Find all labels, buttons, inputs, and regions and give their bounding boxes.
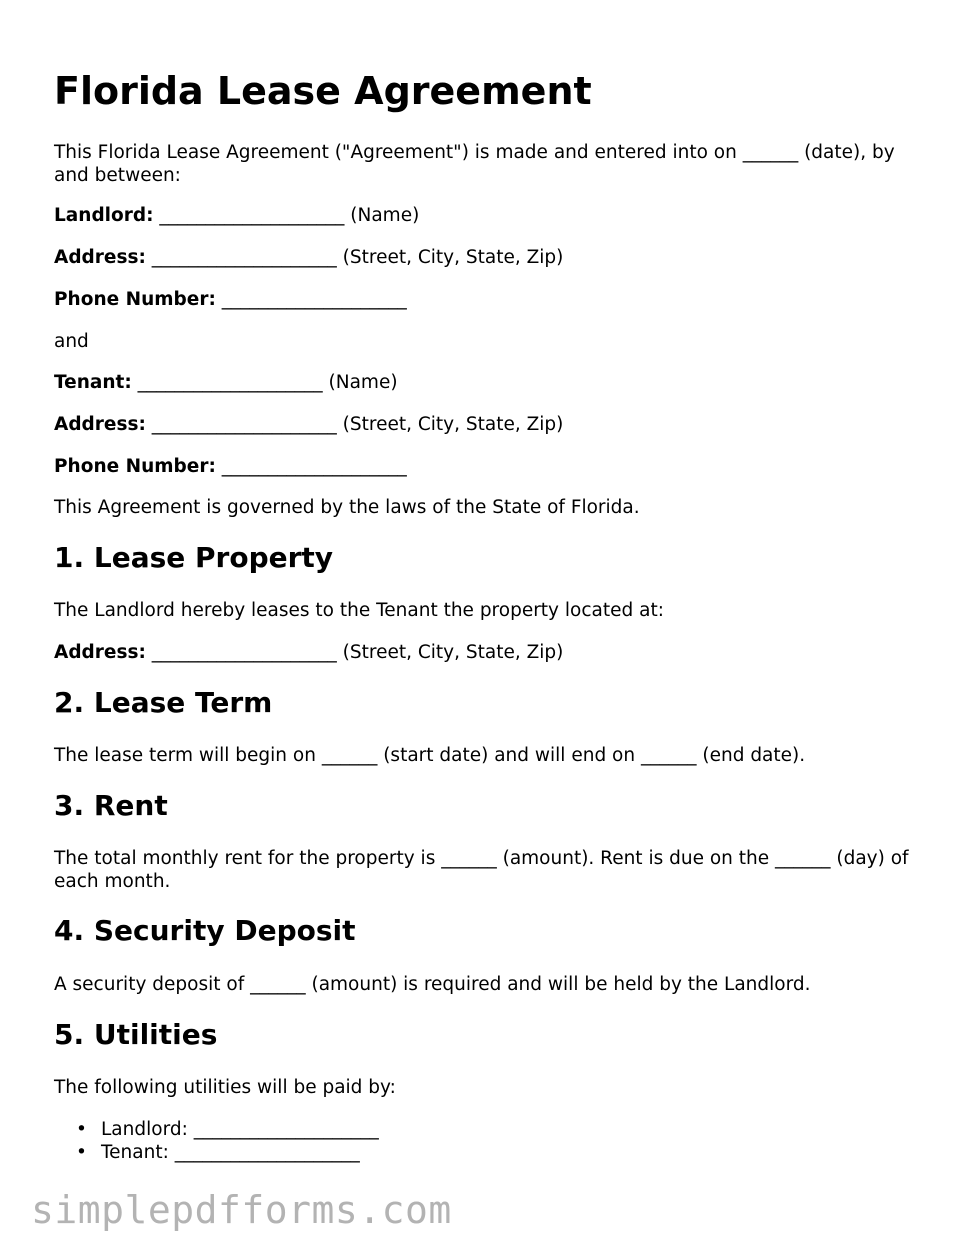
tenant-phone-line bbox=[54, 455, 407, 478]
utilities-landlord-field: Landlord: ____________________ bbox=[101, 1119, 379, 1140]
intro-paragraph: This Florida Lease Agreement ("Agreement") is made and entered into on ______ (date), by and between: bbox=[54, 142, 895, 186]
lease-property-text: The Landlord hereby leases to the Tenant the property located at: bbox=[54, 600, 664, 621]
tenant-phone-label: Phone Number: bbox=[54, 456, 216, 477]
landlord-phone-field: ____________________ bbox=[215, 289, 407, 310]
landlord-address-label: Address: bbox=[54, 247, 146, 268]
tenant-address-line bbox=[54, 413, 563, 436]
landlord-name-label: Landlord: bbox=[54, 205, 154, 226]
utilities-list bbox=[54, 1118, 379, 1164]
governing-law-text: This Agreement is governed by the laws of the State of Florida. bbox=[54, 497, 640, 518]
rent-text: The total monthly rent for the property is ______ (amount). Rent is due on the ______ (day) of each month. bbox=[54, 848, 909, 892]
landlord-name-line bbox=[54, 204, 419, 227]
bullet-icon: • bbox=[76, 1119, 87, 1140]
lease-term-text: The lease term will begin on ______ (start date) and will end on ______ (end date). bbox=[54, 745, 806, 766]
landlord-phone-label: Phone Number: bbox=[54, 289, 216, 310]
tenant-address-label: Address: bbox=[54, 414, 146, 435]
and-text: and bbox=[54, 331, 89, 352]
utilities-text: The following utilities will be paid by: bbox=[54, 1077, 396, 1098]
tenant-name-label: Tenant: bbox=[54, 372, 132, 393]
landlord-name-field: ____________________ (Name) bbox=[153, 205, 420, 226]
landlord-address-field: ____________________ (Street, City, State, Zip) bbox=[145, 247, 564, 268]
tenant-address-field: ____________________ (Street, City, State, Zip) bbox=[145, 414, 564, 435]
section-security-deposit-heading: 4. Security Deposit bbox=[54, 914, 356, 947]
landlord-phone-line bbox=[54, 288, 407, 311]
property-address-line bbox=[54, 641, 563, 664]
watermark-text: simplepdfforms.com bbox=[31, 1188, 452, 1232]
security-deposit-text: A security deposit of ______ (amount) is required and will be held by the Landlord. bbox=[54, 974, 811, 995]
tenant-phone-field: ____________________ bbox=[215, 456, 407, 477]
section-lease-term-heading: 2. Lease Term bbox=[54, 686, 273, 719]
property-address-field: ____________________ (Street, City, State, Zip) bbox=[145, 642, 564, 663]
tenant-name-field: ____________________ (Name) bbox=[131, 372, 398, 393]
tenant-name-line bbox=[54, 371, 398, 394]
bullet-icon: • bbox=[76, 1142, 87, 1163]
list-item bbox=[54, 1118, 379, 1141]
utilities-tenant-field: Tenant: ____________________ bbox=[101, 1142, 360, 1163]
section-utilities-heading: 5. Utilities bbox=[54, 1018, 218, 1051]
property-address-label: Address: bbox=[54, 642, 146, 663]
document-title: Florida Lease Agreement bbox=[54, 69, 592, 113]
section-lease-property-heading: 1. Lease Property bbox=[54, 541, 334, 574]
section-rent-heading: 3. Rent bbox=[54, 789, 168, 822]
list-item bbox=[54, 1141, 379, 1164]
landlord-address-line bbox=[54, 246, 563, 269]
